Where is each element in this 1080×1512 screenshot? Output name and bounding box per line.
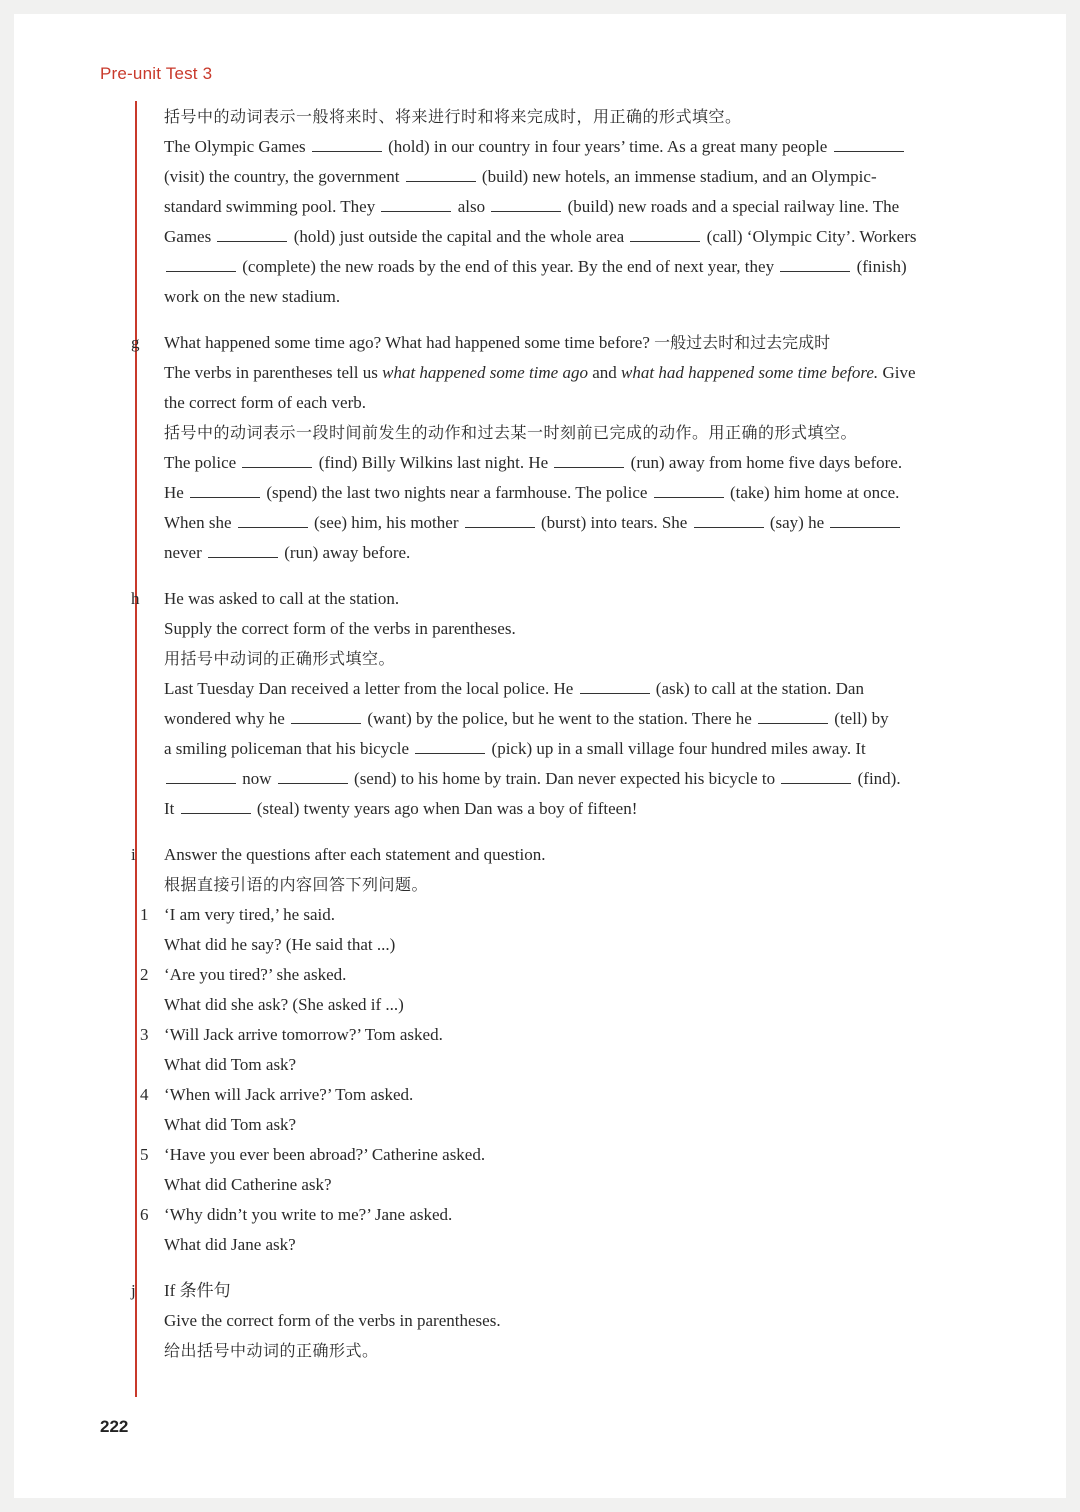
question-item [140,1140,1004,1170]
section-letter: j [131,1281,136,1300]
answer-blank[interactable] [554,453,624,468]
question-prompt: What did Tom ask? [164,1055,297,1074]
answer-blank[interactable] [580,679,650,694]
heading-en: What happened some time ago? What had happened some time before? [164,333,650,352]
answer-blank[interactable] [654,483,724,498]
answer-blank[interactable] [465,513,535,528]
text-fragment: (say) he [769,513,825,532]
text-fragment: (send) to his home by train. Dan never expected his bicycle to [354,769,776,788]
section-g-line-3 [164,508,1004,538]
section-f-line-1 [164,132,1004,162]
answer-blank[interactable] [406,167,476,182]
text-fragment: (burst) into tears. She [540,513,688,532]
question-quote: ‘Will Jack arrive tomorrow?’ Tom asked. [164,1025,443,1044]
section-g-desc-1 [164,358,1004,388]
heading: If 条件句 [164,1281,231,1300]
question-quote: ‘Are you tired?’ she asked. [164,965,347,984]
page-number: 222 [100,1417,129,1436]
section-g-line-4 [164,538,1004,568]
question-quote: ‘When will Jack arrive?’ Tom asked. [164,1085,414,1104]
text-fragment: (see) him, his mother [314,513,459,532]
section-h-line-5 [164,794,1004,824]
text-fragment: (finish) [856,257,907,276]
answer-blank[interactable] [834,137,904,152]
section-g-heading [131,328,1004,358]
textbook-page [14,14,1066,1498]
text-fragment: (run) away from home five days before. [630,453,903,472]
question-number: 1 [140,905,149,924]
section-g-line-2 [164,478,1004,508]
answer-blank[interactable] [630,227,700,242]
question-prompt: What did she ask? (She asked if ...) [164,995,404,1014]
text-fragment: Give [882,363,916,382]
answer-blank[interactable] [238,513,308,528]
section-f-line-2 [164,162,1004,192]
text-fragment: (build) new roads and a special railway line. The [567,197,900,216]
page-content [131,102,1004,1366]
section-f-line-3 [164,192,1004,222]
section-g-desc-2: the correct form of each verb. [164,393,366,412]
section-j-instruction-zh: 给出括号中动词的正确形式。 [164,1341,379,1360]
answer-blank[interactable] [491,197,561,212]
text-fragment: Last Tuesday Dan received a letter from the local police. He [164,679,574,698]
text-fragment: wondered why he [164,709,285,728]
text-fragment: (spend) the last two nights near a farmhouse. The police [266,483,648,502]
question-number: 3 [140,1025,149,1044]
question-number: 6 [140,1205,149,1224]
question-prompt: What did Tom ask? [164,1115,297,1134]
section-letter: i [131,845,136,864]
text-fragment: The verbs in parentheses tell us [164,363,378,382]
question-prompt: What did Jane ask? [164,1235,296,1254]
answer-blank[interactable] [312,137,382,152]
answer-blank[interactable] [181,799,251,814]
question-number: 4 [140,1085,149,1104]
question-item [140,900,1004,930]
text-fragment: now [242,769,272,788]
text-fragment: (run) away before. [284,543,411,562]
question-item [140,1020,1004,1050]
answer-blank[interactable] [758,709,828,724]
answer-blank[interactable] [166,769,236,784]
answer-blank[interactable] [830,513,900,528]
section-f-line-6 [164,282,1004,312]
section-i-heading [131,840,1004,870]
question-prompt: What did he say? (He said that ...) [164,935,396,954]
text-fragment: When she [164,513,232,532]
text-fragment: He [164,483,184,502]
text-fragment: and [592,363,617,382]
text-fragment: (complete) the new roads by the end of this year. By the end of next year, they [242,257,775,276]
section-j-heading [131,1276,1004,1306]
text-fragment: (hold) in our country in four years’ time. As a great many people [388,137,828,156]
section-h-line-4 [164,764,1004,794]
section-h-line-1 [164,674,1004,704]
heading-en: He was asked to call at the station. [164,589,400,608]
question-number: 2 [140,965,149,984]
text-fragment: (want) by the police, but he went to the station. There he [367,709,752,728]
text-fragment: It [164,799,175,818]
section-h-instruction-zh: 用括号中动词的正确形式填空。 [164,649,396,668]
section-letter: h [131,589,140,608]
text-fragment: The police [164,453,237,472]
text-fragment: (find) Billy Wilkins last night. He [318,453,549,472]
italic-phrase: what happened some time ago [382,363,588,382]
text-fragment: (visit) the country, the government [164,167,400,186]
section-g-line-1 [164,448,1004,478]
section-j-instruction-en: Give the correct form of the verbs in parentheses. [164,1311,501,1330]
text-fragment: (steal) twenty years ago when Dan was a boy of fifteen! [256,799,638,818]
instruction-en: Answer the questions after each statement and question. [164,845,546,864]
text-fragment: (take) him home at once. [729,483,900,502]
answer-blank[interactable] [166,257,236,272]
section-f-instruction-zh: 括号中的动词表示一般将来时、将来进行时和将来完成时，用正确的形式填空。 [164,107,742,126]
text-fragment: (find). [857,769,901,788]
question-number: 5 [140,1145,149,1164]
question-item [140,960,1004,990]
text-fragment: Games [164,227,212,246]
question-item [140,1080,1004,1110]
question-quote: ‘Have you ever been abroad?’ Catherine asked. [164,1145,486,1164]
text-fragment: work on the new stadium. [164,287,341,306]
text-fragment: (pick) up in a small village four hundred miles away. It [491,739,866,758]
question-prompt: What did Catherine ask? [164,1175,332,1194]
question-item [140,1200,1004,1230]
answer-blank[interactable] [278,769,348,784]
answer-blank[interactable] [217,227,287,242]
answer-blank[interactable] [694,513,764,528]
section-h-heading [131,584,1004,614]
answer-blank[interactable] [190,483,260,498]
answer-blank[interactable] [415,739,485,754]
section-h-line-3 [164,734,1004,764]
text-fragment: never [164,543,202,562]
text-fragment: (build) new hotels, an immense stadium, and an Olympic- [481,167,877,186]
margin-rule [135,101,137,1397]
text-fragment: (tell) by [834,709,889,728]
text-fragment: also [457,197,486,216]
section-f-line-4 [164,222,1004,252]
text-fragment: a smiling policeman that his bicycle [164,739,410,758]
section-f-line-5 [164,252,1004,282]
text-fragment: (hold) just outside the capital and the whole area [293,227,625,246]
section-h-line-2 [164,704,1004,734]
text-fragment: (call) ‘Olympic City’. Workers [706,227,917,246]
section-letter: g [131,333,140,352]
answer-blank[interactable] [242,453,312,468]
heading-zh: 一般过去时和过去完成时 [654,333,831,352]
section-g-instruction-zh: 括号中的动词表示一段时间前发生的动作和过去某一时刻前已完成的动作。用正确的形式填空。 [164,423,858,442]
page-header: Pre-unit Test 3 [100,64,213,83]
question-quote: ‘I am very tired,’ he said. [164,905,336,924]
answer-blank[interactable] [780,257,850,272]
italic-phrase: what had happened some time before. [621,363,879,382]
answer-blank[interactable] [208,543,278,558]
text-fragment: standard swimming pool. They [164,197,376,216]
answer-blank[interactable] [781,769,851,784]
answer-blank[interactable] [381,197,451,212]
section-h-instruction-en: Supply the correct form of the verbs in parentheses. [164,619,516,638]
question-quote: ‘Why didn’t you write to me?’ Jane asked. [164,1205,453,1224]
section-i-instruction-zh: 根据直接引语的内容回答下列问题。 [164,875,429,894]
text-fragment: The Olympic Games [164,137,306,156]
answer-blank[interactable] [291,709,361,724]
text-fragment: (ask) to call at the station. Dan [655,679,864,698]
